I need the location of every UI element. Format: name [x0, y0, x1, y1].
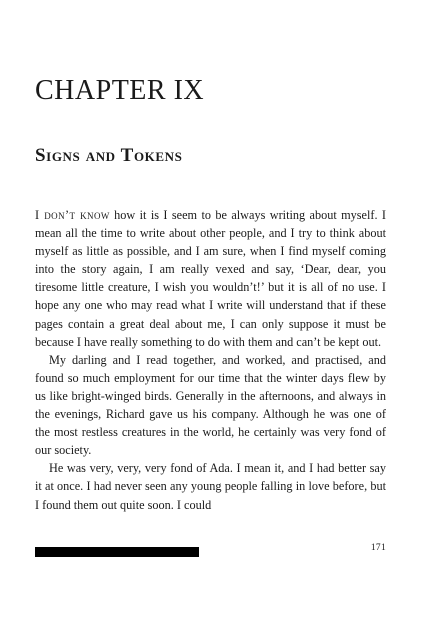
chapter-number: CHAPTER IX [35, 74, 205, 106]
page-number: 171 [370, 543, 386, 553]
paragraph [35, 206, 386, 351]
chapter-body [35, 206, 386, 514]
paragraph: He was very, very, very fond of Ada. I mean it, and I had better say it at once. I had never seen any young people falling in love before, but I found them out quite soon. I could [35, 461, 386, 512]
redaction-bar [35, 547, 199, 557]
paragraph-text: how it is I seem to be always writing about myself. I mean all the time to write about other people, and I try to think about myself as little as possible, and I am sure, when I find myself coming into the story again, I am really vexed and say, ‘Dear, dear, you tiresome little creature, I wish you wouldn’t!’ but it is all of no use. I hope any one who may read what I write will understand that if these pages contain a great deal about me, I can only suppose it must be because I have really something to do with them and can’t be kept out. [35, 208, 387, 349]
paragraph-lead-words: I don’t know [35, 208, 110, 222]
paragraph: My darling and I read together, and worked, and practised, and found so much employment for our time that the winter days flew by us like bright-winged birds. Generally in the afternoons, and always in the evenings, Richard gave us his company. Although he was one of the most restless creatures in the world, he certainly was very fond of our society. [35, 352, 386, 458]
chapter-title: Signs and Tokens [35, 144, 183, 166]
